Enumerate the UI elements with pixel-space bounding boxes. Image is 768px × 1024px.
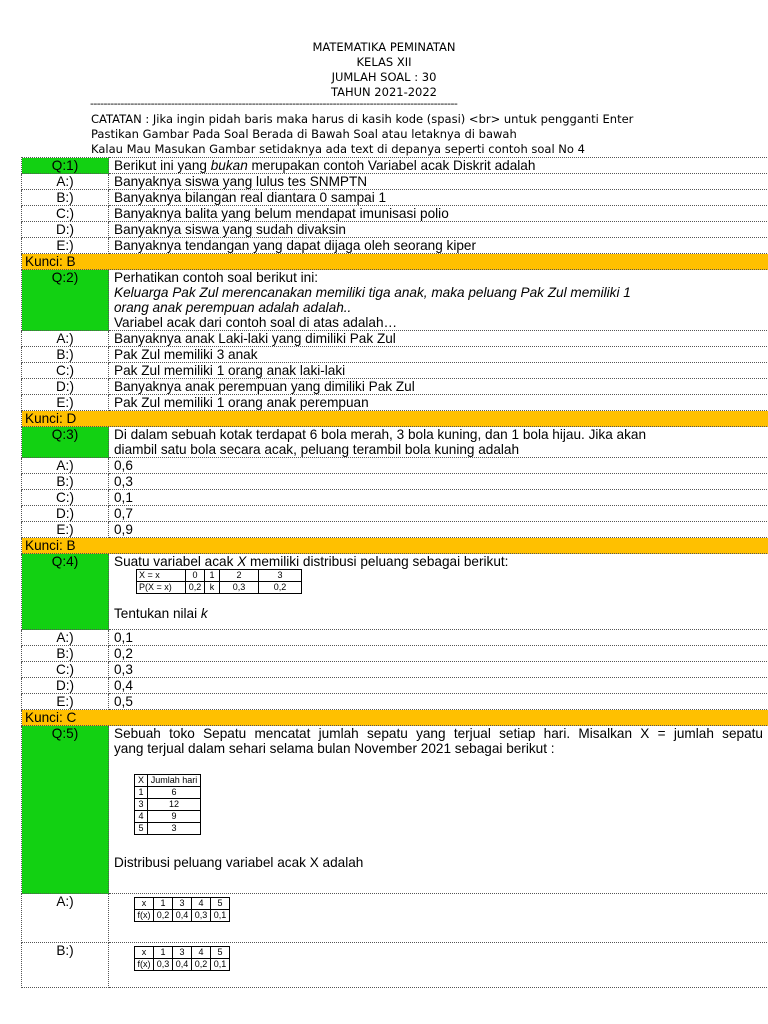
- option-text: 0,7: [109, 506, 768, 522]
- text-fragment: bukan: [210, 158, 248, 173]
- table-cell: 0: [186, 570, 205, 582]
- answer-key-row: [22, 411, 768, 427]
- table-cell: x: [135, 947, 154, 959]
- table-cell: X: [135, 775, 148, 787]
- option-label: C:): [22, 490, 109, 506]
- option-label: B:): [22, 190, 109, 206]
- option-row: [22, 522, 768, 538]
- option-row: [22, 206, 768, 222]
- option-table-cell: [109, 894, 768, 943]
- text-fragment: Berikut ini yang: [114, 158, 211, 173]
- question-label: Q:1): [22, 158, 109, 174]
- question-label: Q:4): [22, 554, 109, 630]
- option-row: [22, 506, 768, 522]
- text-fragment: Perhatikan contoh soal berikut ini:: [114, 270, 319, 285]
- answer-key-row: [22, 538, 768, 554]
- option-table-cell: [109, 943, 768, 988]
- option-text: Banyaknya balita yang belum mendapat imunisasi polio: [109, 206, 768, 222]
- option-row: [22, 347, 768, 363]
- option-text: 0,3: [109, 662, 768, 678]
- option-label: B:): [22, 347, 109, 363]
- table-cell: 0,2: [154, 910, 173, 922]
- document-header: [0, 40, 768, 100]
- table-cell: f(x): [135, 959, 154, 971]
- table-cell: 0,1: [211, 910, 230, 922]
- option-label: E:): [22, 395, 109, 411]
- sales-table: [134, 774, 201, 835]
- table-cell: 0,3: [192, 910, 211, 922]
- table-cell: 3: [135, 799, 148, 811]
- table-cell: 0,2: [186, 582, 205, 594]
- option-text: Banyaknya siswa yang sudah divaksin: [109, 222, 768, 238]
- text-fragment: merupakan contoh Variabel acak Diskrit adalah: [247, 158, 536, 173]
- table-cell: 4: [135, 811, 148, 823]
- text-fragment: Distribusi peluang variabel acak X adalah: [114, 855, 364, 870]
- question-label: Q:3): [22, 427, 109, 458]
- table-cell: 0,1: [211, 959, 230, 971]
- question-text: [109, 270, 768, 331]
- text-fragment: X: [237, 554, 247, 569]
- answer-key: Kunci: B: [22, 254, 768, 270]
- table-cell: 4: [192, 898, 211, 910]
- distribution-table: [136, 569, 302, 594]
- option-label: C:): [22, 206, 109, 222]
- answer-key-row: [22, 254, 768, 270]
- text-fragment: memiliki distribusi peluang sebagai berikut:: [246, 554, 509, 569]
- option-label: C:): [22, 662, 109, 678]
- option-label: E:): [22, 238, 109, 254]
- table-cell: 0,4: [173, 959, 192, 971]
- table-cell: 1: [154, 898, 173, 910]
- text-fragment: diambil satu bola secara acak, peluang terambil bola kuning adalah: [114, 442, 520, 457]
- text-fragment: Sebuah toko Sepatu mencatat jumlah sepatu yang terjual setiap hari. Misalkan X = jumlah sepatu: [114, 726, 763, 741]
- option-text: 0,1: [109, 490, 768, 506]
- option-row: [22, 190, 768, 206]
- table-cell: 0,2: [192, 959, 211, 971]
- table-cell: 1: [135, 787, 148, 799]
- option-text: 0,9: [109, 522, 768, 538]
- option-row: [22, 894, 768, 943]
- notes-block: [91, 112, 633, 158]
- answer-key: Kunci: C: [22, 710, 768, 726]
- option-label: D:): [22, 379, 109, 395]
- class-label: KELAS XII: [356, 55, 412, 69]
- option-row: [22, 646, 768, 662]
- option-row: [22, 395, 768, 411]
- table-cell: 4: [192, 947, 211, 959]
- question-row: [22, 270, 768, 331]
- question-label: Q:2): [22, 270, 109, 331]
- table-cell: 5: [135, 823, 148, 835]
- option-label: D:): [22, 506, 109, 522]
- table-cell: 5: [211, 898, 230, 910]
- table-cell: 3: [259, 570, 302, 582]
- text-fragment: Tentukan nilai: [114, 606, 201, 621]
- text-fragment: orang anak perempuan adalah adalah..: [114, 300, 352, 315]
- option-label: D:): [22, 222, 109, 238]
- option-label: E:): [22, 522, 109, 538]
- question-count: JUMLAH SOAL : 30: [331, 70, 437, 84]
- question-row: [22, 427, 768, 458]
- option-text: 0,1: [109, 630, 768, 646]
- option-row: [22, 222, 768, 238]
- question-text: [109, 554, 768, 630]
- table-cell: 0,3: [154, 959, 173, 971]
- option-text: Banyaknya anak Laki-laki yang dimiliki Pak Zul: [109, 331, 768, 347]
- table-cell: 1: [205, 570, 220, 582]
- text-fragment: k: [200, 606, 208, 621]
- table-cell: 12: [148, 799, 201, 811]
- option-label: D:): [22, 678, 109, 694]
- table-cell: k: [205, 582, 220, 594]
- option-row: [22, 363, 768, 379]
- option-row: [22, 694, 768, 710]
- table-cell: 0,4: [173, 910, 192, 922]
- option-label: B:): [22, 646, 109, 662]
- option-text: Pak Zul memiliki 1 orang anak laki-laki: [109, 363, 768, 379]
- option-row: [22, 238, 768, 254]
- text-fragment: Suatu variabel acak: [114, 554, 238, 569]
- option-text: 0,6: [109, 458, 768, 474]
- table-cell: 2: [220, 570, 259, 582]
- option-label: A:): [22, 331, 109, 347]
- option-label: B:): [22, 474, 109, 490]
- option-a-table: [134, 897, 230, 922]
- table-cell: 0,3: [220, 582, 259, 594]
- option-text: Banyaknya anak perempuan yang dimiliki Pak Zul: [109, 379, 768, 395]
- note-line: Kalau Mau Masukan Gambar setidaknya ada text di depanya seperti contoh soal No 4: [91, 142, 585, 157]
- text-fragment: [114, 554, 763, 569]
- text-fragment: yang terjual dalam sehari selama bulan November 2021 sebagai berikut :: [114, 741, 555, 756]
- option-label: B:): [22, 943, 109, 988]
- option-text: 0,4: [109, 678, 768, 694]
- option-row: [22, 474, 768, 490]
- option-text: 0,5: [109, 694, 768, 710]
- table-cell: 9: [148, 811, 201, 823]
- table-cell: Jumlah hari: [148, 775, 201, 787]
- option-text: 0,2: [109, 646, 768, 662]
- question-row: [22, 726, 768, 894]
- option-row: [22, 630, 768, 646]
- text-fragment: Keluarga Pak Zul merencanakan memiliki tiga anak, maka peluang Pak Zul memiliki 1: [114, 285, 631, 300]
- option-label: A:): [22, 458, 109, 474]
- option-b-table: [134, 946, 230, 971]
- answer-key: Kunci: B: [22, 538, 768, 554]
- option-row: [22, 943, 768, 988]
- table-cell: 1: [154, 947, 173, 959]
- question-label: Q:5): [22, 726, 109, 894]
- option-text: Banyaknya siswa yang lulus tes SNMPTN: [109, 174, 768, 190]
- option-row: [22, 174, 768, 190]
- table-cell: 3: [173, 898, 192, 910]
- table-cell: P(X = x): [137, 582, 186, 594]
- option-text: Banyaknya bilangan real diantara 0 sampai 1: [109, 190, 768, 206]
- question-row: [22, 158, 768, 174]
- option-text: Banyaknya tendangan yang dapat dijaga oleh seorang kiper: [109, 238, 768, 254]
- option-label: C:): [22, 363, 109, 379]
- question-text: [109, 726, 768, 894]
- question-text: [109, 158, 768, 174]
- table-cell: 3: [173, 947, 192, 959]
- question-row: [22, 554, 768, 630]
- option-row: [22, 490, 768, 506]
- option-label: A:): [22, 630, 109, 646]
- table-cell: 3: [148, 823, 201, 835]
- option-row: [22, 678, 768, 694]
- option-text: 0,3: [109, 474, 768, 490]
- dashed-divider: -------------------------------------------------------------------------------------------------------------: [90, 97, 458, 110]
- option-label: A:): [22, 174, 109, 190]
- option-row: [22, 331, 768, 347]
- table-cell: x: [135, 898, 154, 910]
- table-cell: 0,2: [259, 582, 302, 594]
- answer-key: Kunci: D: [22, 411, 768, 427]
- option-label: E:): [22, 694, 109, 710]
- text-fragment: Di dalam sebuah kotak terdapat 6 bola merah, 3 bola kuning, dan 1 bola hijau. Jika akan: [114, 427, 647, 442]
- table-cell: f(x): [135, 910, 154, 922]
- table-cell: X = x: [137, 570, 186, 582]
- note-line: Pastikan Gambar Pada Soal Berada di Bawah Soal atau letaknya di bawah: [91, 127, 517, 142]
- text-fragment: Variabel acak dari contoh soal di atas adalah…: [114, 315, 398, 330]
- school-year: TAHUN 2021-2022: [330, 85, 437, 99]
- note-line: CATATAN : Jika ingin pidah baris maka harus di kasih kode (spasi) <br> untuk pengganti Enter: [91, 112, 634, 126]
- subject-title: MATEMATIKA PEMINATAN: [312, 40, 456, 54]
- question-text: [109, 427, 768, 458]
- option-text: Pak Zul memiliki 1 orang anak perempuan: [109, 395, 768, 411]
- question-table: [21, 157, 768, 988]
- answer-key-row: [22, 710, 768, 726]
- option-row: [22, 662, 768, 678]
- option-row: [22, 379, 768, 395]
- option-text: Pak Zul memiliki 3 anak: [109, 347, 768, 363]
- option-label: A:): [22, 894, 109, 943]
- table-cell: 6: [148, 787, 201, 799]
- text-fragment: [114, 606, 763, 621]
- option-row: [22, 458, 768, 474]
- table-cell: 5: [211, 947, 230, 959]
